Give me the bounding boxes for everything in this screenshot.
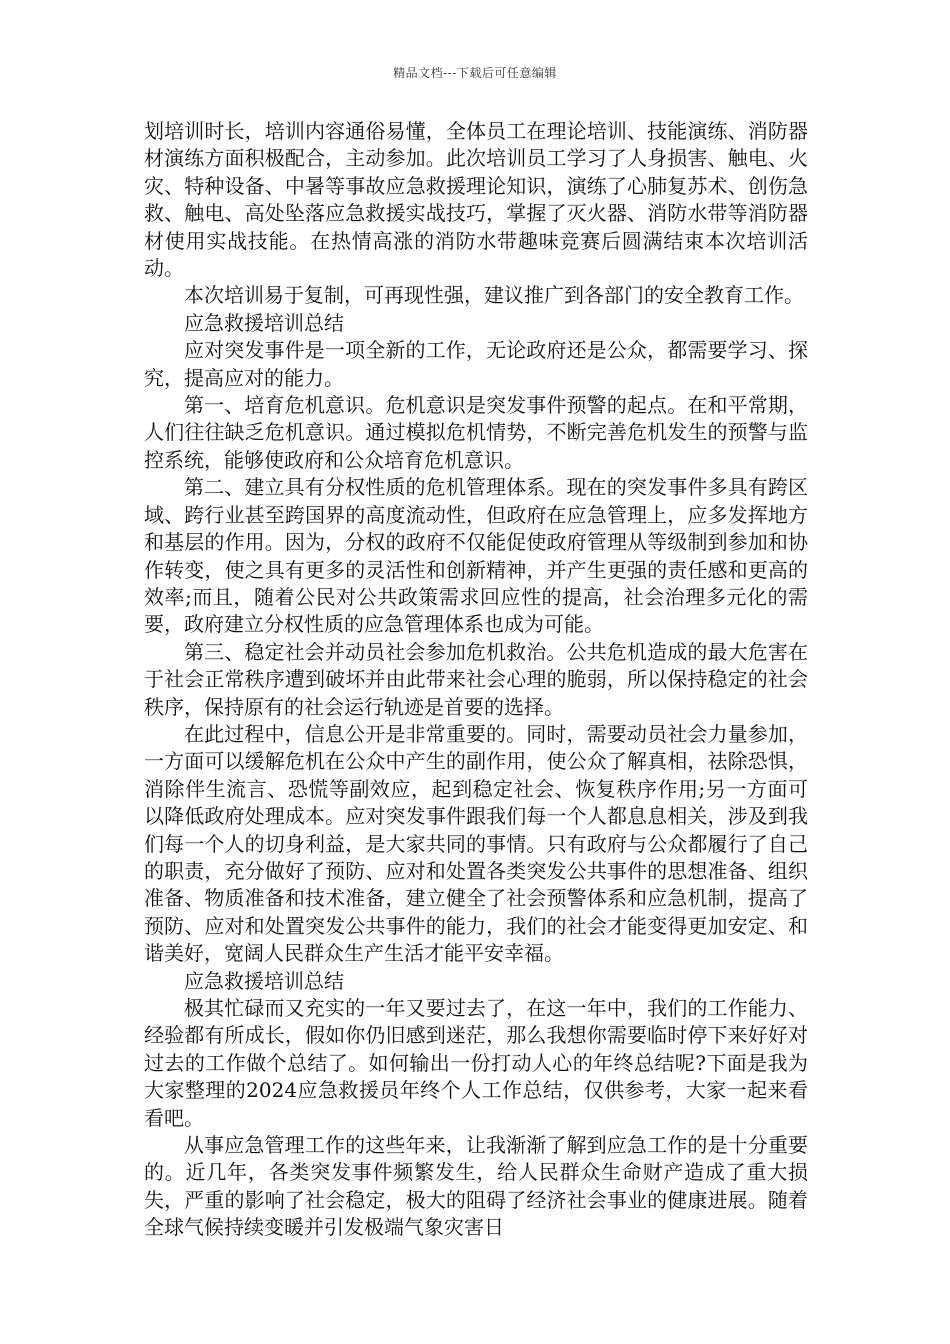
section-heading: 应急救援培训总结 (184, 968, 344, 993)
paragraph: 第三、稳定社会并动员社会参加危机救治。公共危机造成的最大危害在于社会正常秩序遭到破坏并由此带来社会心理的脆弱，所以保持稳定的社会秩序，保持原有的社会运行轨迹是首要的选择。 (144, 639, 808, 719)
paragraph: 在此过程中，信息公开是非常重要的。同时，需要动员社会力量参加，一方面可以缓解危机在公众中产生的副作用，使公众了解真相，祛除恐惧，消除伴生流言、恐慌等副效应，起到稳定社会、恢复秩序作用;另一方面可以降低政府处理成本。应对突发事件跟我们每一个人都息息相关，涉及到我们每一个人的切身利益，是大家共同的事情。只有政府与公众都履行了自己的职责，充分做好了预防、应对和处置各类突发公共事件的思想准备、组织准备、物质准备和技术准备，建立健全了社会预警体系和应急机制，提高了预防、应对和处置突发公共事件的能力，我们的社会才能变得更加安定、和谐美好，宽阔人民群众生产生活才能平安幸福。 (144, 721, 808, 966)
paragraph: 极其忙碌而又充实的一年又要过去了，在这一年中，我们的工作能力、经验都有所成长，假如你仍旧感到迷茫，那么我想你需要临时停下来好好对过去的工作做个总结了。如何输出一份打动人心的年终总结呢?下面是我为大家整理的2024应急救援员年终个人工作总结，仅供参考，大家一起来看看吧。 (144, 996, 808, 1130)
document-body (144, 118, 808, 1242)
paragraph: 第二、建立具有分权性质的危机管理体系。现在的突发事件多具有跨区域、跨行业甚至跨国界的高度流动性，但政府在应急管理上，应多发挥地方和基层的作用。因为，分权的政府不仅能促使政府管理从等级制到参加和协作转变，使之具有更多的灵活性和创新精神，并产生更强的责任感和更高的效率;而且，随着公民对公共政策需求回应性的提高，社会治理多元化的需要，政府建立分权性质的应急管理体系也成为可能。 (144, 475, 808, 637)
section-heading: 应急救援培训总结 (184, 310, 344, 335)
paragraph: 应对突发事件是一项全新的工作，无论政府还是公众，都需要学习、探究，提高应对的能力。 (144, 338, 808, 390)
page-header: 精品文档---下载后可任意编辑 (393, 66, 557, 80)
paragraph: 第一、培育危机意识。危机意识是突发事件预警的起点。在和平常期，人们往往缺乏危机意识。通过模拟危机情势，不断完善危机发生的预警与监控系统，能够使政府和公众培育危机意识。 (144, 393, 808, 472)
paragraph-continuation: 划培训时长，培训内容通俗易懂，全体员工在理论培训、技能演练、消防器材演练方面积极配合，主动参加。此次培训员工学习了人身损害、触电、火灾、特种设备、中暑等事故应急救援理论知识，演练了心肺复苏术、创伤急救、触电、高处坠落应急救援实战技巧，掌握了灭火器、消防水带等消防器材使用实战技能。在热情高涨的消防水带趣味竞赛后圆满结束本次培训活动。 (144, 119, 808, 281)
paragraph: 从事应急管理工作的这些年来，让我渐渐了解到应急工作的是十分重要的。近几年，各类突发事件频繁发生，给人民群众生命财产造成了重大损失，严重的影响了社会稳定，极大的阻碍了经济社会事业的健康进展。随着全球气候持续变暖并引发极端气象灾害日 (144, 1133, 808, 1240)
paragraph: 本次培训易于复制，可再现性强，建议推广到各部门的安全教育工作。 (184, 283, 804, 308)
